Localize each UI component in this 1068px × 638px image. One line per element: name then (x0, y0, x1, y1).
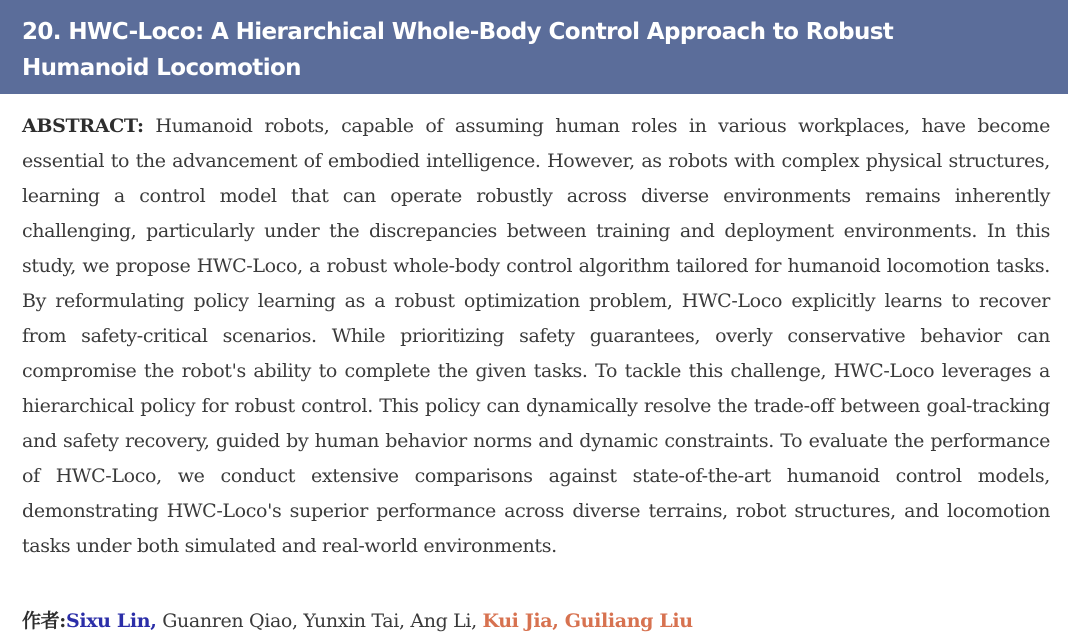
paper-title: 20. HWC-Loco: A Hierarchical Whole-Body Control Approach to Robust Humanoid Locomotion (22, 19, 894, 81)
title-banner (0, 0, 1068, 94)
author-highlight-primary: Sixu Lin, (65, 610, 157, 632)
abstract-label: ABSTRACT: (22, 115, 144, 137)
author-list: Guanren Qiao, Yunxin Tai, Ang Li, (156, 610, 483, 632)
authors-line (22, 604, 1050, 638)
abstract-paragraph (22, 109, 1050, 564)
author-highlight-corresponding: Kui Jia, Guiliang Liu (482, 610, 693, 632)
abstract-text: Humanoid robots, capable of assuming human roles in various workplaces, have become essential to the advancement of embodied intelligence. However, as robots with complex physical structures, learning a control model that can operate robustly across diverse environments remains inherently challenging, particularly under the discrepancies between training and deployment environments. In this study, we propose HWC-Loco, a robust whole-body control algorithm tailored for humanoid locomotion tasks. By reformulating policy learning as a robust optimization problem, HWC-Loco explicitly learns to recover from safety-critical scenarios. While prioritizing safety guarantees, overly conservative behavior can compromise the robot's ability to complete the given tasks. To tackle this challenge, HWC-Loco leverages a hierarchical policy for robust control. This policy can dynamically resolve the trade-off between goal-tracking and safety recovery, guided by human behavior norms and dynamic constraints. To evaluate the performance of HWC-Loco, we conduct extensive comparisons against state-of-the-art humanoid control models, demonstrating HWC-Loco's superior performance across diverse terrains, robot structures, and locomotion tasks under both simulated and real-world environments. (22, 115, 1050, 557)
authors-label: 作者: (22, 610, 66, 632)
